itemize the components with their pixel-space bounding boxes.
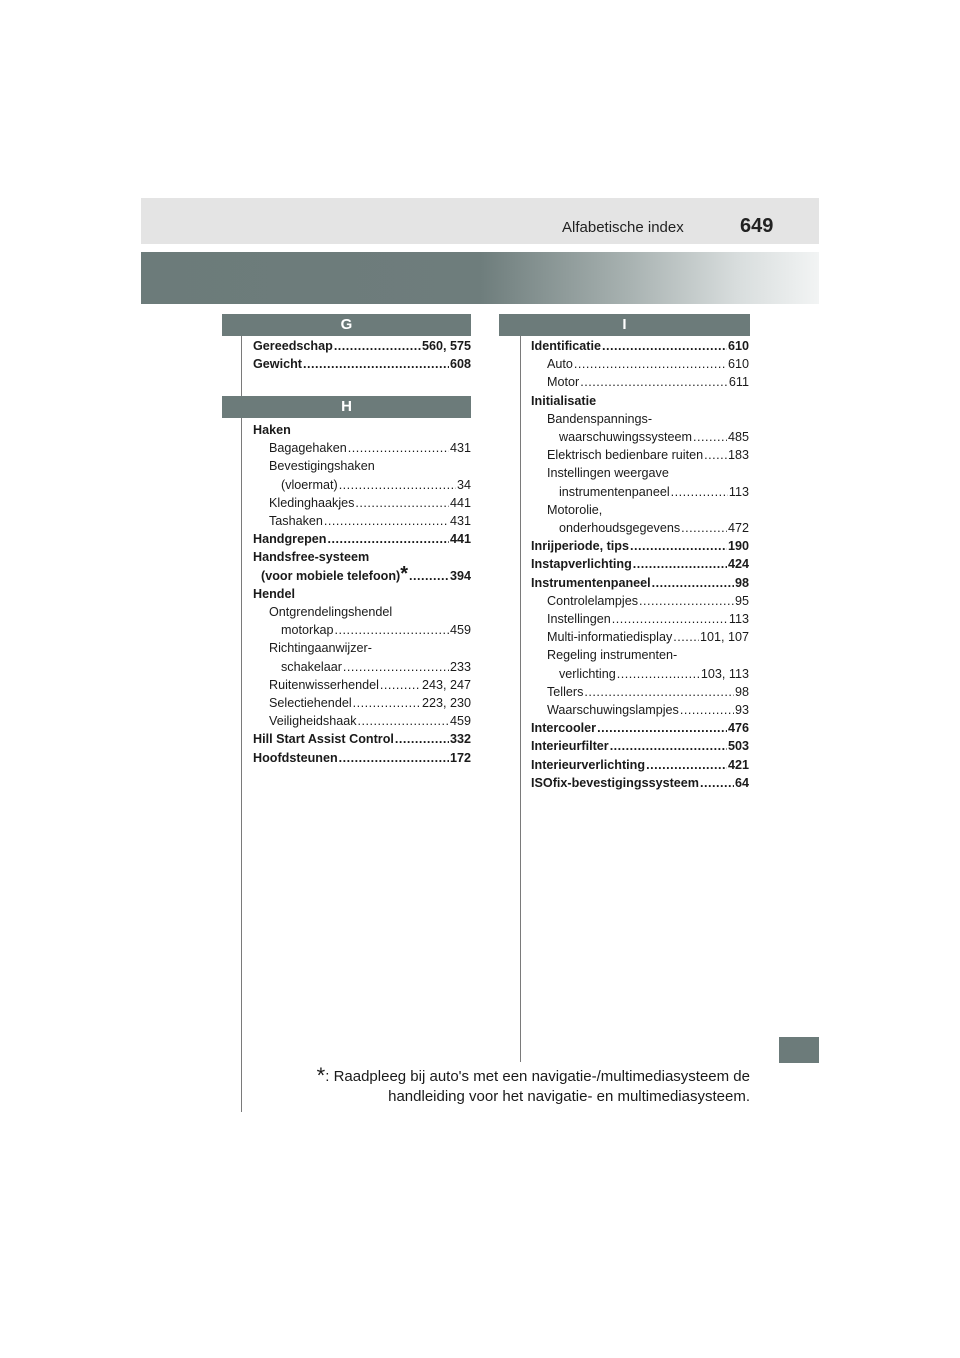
entry-label: schakelaar [281, 659, 342, 674]
letter-heading-h: H [222, 396, 471, 418]
entry-pages: 431 [449, 514, 471, 529]
entry-label: Selectiehendel [269, 696, 352, 711]
index-entry [531, 774, 749, 792]
entry-label: (vloermat) [281, 477, 338, 492]
dot-leader [681, 519, 727, 537]
entry-label: Regeling instrumenten- [547, 648, 678, 663]
entry-label: Interieurfilter [531, 739, 609, 754]
dot-leader [630, 537, 727, 555]
entry-label: Controlelampjes [547, 593, 638, 608]
dot-leader [633, 555, 727, 573]
entry-pages: 459 [449, 714, 471, 729]
dot-leader [700, 774, 734, 792]
index-entry [253, 337, 471, 355]
entry-pages: 103, 113 [700, 666, 749, 681]
index-entry [531, 555, 749, 573]
index-section-i [531, 337, 749, 792]
index-entry [253, 512, 471, 530]
entry-label: Veiligheidshaak [269, 714, 357, 729]
entry-label: Ontgrendelingshendel [269, 605, 393, 620]
index-entry [253, 585, 471, 603]
entry-label: Instapverlichting [531, 557, 632, 572]
entry-label: Motorolie, [547, 502, 603, 517]
entry-label: Elektrisch bedienbare ruiten [547, 448, 704, 463]
index-entry [531, 683, 749, 701]
entry-label: Handsfree-systeem [253, 550, 370, 565]
entry-label: (voor mobiele telefoon) [261, 568, 401, 583]
index-entry [253, 457, 471, 475]
entry-label: Hendel [253, 586, 295, 601]
margin-rule [241, 330, 242, 1112]
entry-label: verlichting [559, 666, 616, 681]
entry-pages: 190 [727, 539, 749, 554]
dot-leader [693, 428, 727, 446]
entry-label: Handgrepen [253, 532, 327, 547]
entry-label: Intercooler [531, 721, 597, 736]
entry-pages: 64 [734, 775, 749, 790]
entry-label: Kledinghaakjes [269, 495, 355, 510]
entry-label: Bevestigingshaken [269, 459, 375, 474]
letter-heading-i: I [499, 314, 750, 336]
index-entry [531, 501, 749, 519]
dot-leader [334, 337, 421, 355]
entry-pages: 172 [449, 750, 471, 765]
entry-pages: 93 [734, 703, 749, 718]
dot-leader [409, 567, 449, 585]
index-entry [253, 421, 471, 439]
index-entry [253, 562, 471, 585]
footnote [300, 1063, 750, 1107]
dot-leader [327, 530, 449, 548]
index-entry [531, 701, 749, 719]
entry-label: Richtingaanwijzer- [269, 641, 372, 656]
dot-leader [639, 592, 734, 610]
entry-label: Bagagehaken [269, 441, 347, 456]
index-entry [531, 628, 749, 646]
dot-leader [612, 610, 728, 628]
index-entry [531, 665, 749, 683]
entry-label: Initialisatie [531, 393, 597, 408]
entry-pages: 34 [456, 477, 471, 492]
index-entry [531, 537, 749, 555]
entry-pages: 113 [728, 484, 749, 499]
index-entry [253, 749, 471, 767]
entry-label: Waarschuwingslampjes [547, 703, 679, 718]
dot-leader [355, 494, 449, 512]
entry-pages: 610 [727, 357, 749, 372]
dot-leader [680, 701, 734, 719]
entry-label: Gewicht [253, 357, 302, 372]
header-bar [141, 198, 819, 244]
dot-leader [343, 658, 449, 676]
index-entry [253, 621, 471, 639]
entry-pages: 560, 575 [421, 339, 471, 353]
entry-label: Hill Start Assist Control [253, 732, 394, 747]
index-entry [531, 756, 749, 774]
entry-pages: 431 [449, 441, 471, 456]
footnote-line-1 [300, 1063, 750, 1088]
page-title: Alfabetische index [562, 219, 684, 236]
entry-label: Tellers [547, 684, 584, 699]
dot-leader [574, 355, 727, 373]
dot-leader [652, 574, 734, 592]
entry-label: Auto [547, 357, 573, 372]
dot-leader [610, 737, 727, 755]
header-gradient-band [141, 252, 819, 304]
dot-leader [353, 694, 421, 712]
dot-leader [324, 512, 449, 530]
entry-label: Interieurverlichting [531, 757, 646, 772]
entry-pages: 332 [449, 732, 471, 747]
entry-pages: 476 [727, 721, 749, 736]
dot-leader [395, 730, 449, 748]
entry-label: Motor [547, 375, 580, 390]
entry-label: Ruitenwisserhendel [269, 677, 379, 692]
dot-leader [580, 373, 728, 391]
index-entry [253, 730, 471, 748]
dot-leader [673, 628, 699, 646]
entry-label: Tashaken [269, 514, 323, 529]
entry-label: Hoofdsteunen [253, 750, 338, 765]
entry-pages: 459 [449, 623, 471, 638]
entry-label: Inrijperiode, tips [531, 539, 629, 554]
entry-pages: 98 [734, 575, 749, 590]
column-divider [520, 330, 521, 1062]
entry-pages: 485 [727, 430, 749, 445]
index-entry [531, 464, 749, 482]
index-entry [531, 610, 749, 628]
index-entry [531, 483, 749, 501]
entry-label: motorkap [281, 623, 334, 638]
index-entry [253, 676, 471, 694]
index-entry [531, 719, 749, 737]
entry-label: ISOfix-bevestigingssysteem [531, 775, 699, 790]
entry-pages: 95 [734, 593, 749, 608]
entry-label: Multi-informatiedisplay [547, 630, 673, 645]
index-entry [531, 337, 749, 355]
entry-pages: 611 [728, 375, 749, 390]
entry-pages: 101, 107 [699, 630, 749, 645]
entry-label: Instrumentenpaneel [531, 575, 651, 590]
index-entry [253, 694, 471, 712]
index-entry [531, 446, 749, 464]
entry-label: Bandenspannings- [547, 411, 653, 426]
entry-pages: 394 [449, 568, 471, 583]
index-entry [531, 392, 749, 410]
dot-leader [617, 665, 700, 683]
index-entry [531, 373, 749, 391]
letter-heading-g: G [222, 314, 471, 336]
chapter-side-tab [779, 1037, 819, 1063]
dot-leader [584, 683, 734, 701]
entry-pages: 441 [449, 495, 471, 510]
entry-pages: 610 [727, 339, 749, 353]
dot-leader [704, 446, 727, 464]
entry-label: Identificatie [531, 339, 601, 353]
index-entry [253, 658, 471, 676]
index-entry [253, 355, 471, 373]
page-number: 649 [740, 215, 774, 237]
index-entry [253, 548, 471, 566]
index-entry [531, 428, 749, 446]
entry-pages: 113 [728, 612, 749, 627]
entry-pages: 503 [727, 739, 749, 754]
index-entry [253, 603, 471, 621]
dot-leader [335, 621, 449, 639]
index-entry [531, 519, 749, 537]
entry-label: Instellingen [547, 612, 611, 627]
dot-leader [671, 483, 728, 501]
entry-pages: 243, 247 [421, 677, 471, 692]
index-entry [531, 646, 749, 664]
entry-label: waarschuwingssysteem [559, 430, 692, 445]
index-entry [253, 439, 471, 457]
entry-pages: 223, 230 [421, 696, 471, 711]
entry-pages: 424 [727, 557, 749, 572]
index-entry [253, 476, 471, 494]
footnote-marker: * [400, 562, 409, 585]
footnote-line-2: handleiding voor het navigatie- en multimediasysteem. [388, 1088, 750, 1105]
entry-pages: 233 [449, 659, 471, 674]
entry-pages: 183 [727, 448, 749, 463]
index-entry [531, 355, 749, 373]
entry-pages: 421 [727, 757, 749, 772]
index-entry [531, 737, 749, 755]
dot-leader [602, 337, 727, 355]
dot-leader [303, 355, 449, 373]
index-entry [253, 530, 471, 548]
footnote-text-1: : Raadpleeg bij auto's met een navigatie-/multimediasysteem de [325, 1068, 750, 1085]
entry-pages: 98 [734, 684, 749, 699]
entry-label: onderhoudsgegevens [559, 521, 681, 536]
dot-leader [339, 749, 449, 767]
entry-pages: 608 [449, 357, 471, 372]
entry-label: Gereedschap [253, 339, 333, 353]
dot-leader [339, 476, 456, 494]
dot-leader [380, 676, 421, 694]
index-section-h [253, 421, 471, 767]
index-entry [531, 592, 749, 610]
dot-leader [646, 756, 727, 774]
index-section-g [253, 337, 471, 373]
entry-pages: 472 [727, 521, 749, 536]
dot-leader [358, 712, 449, 730]
dot-leader [348, 439, 449, 457]
index-entry [531, 574, 749, 592]
entry-pages: 441 [449, 532, 471, 547]
entry-label: Haken [253, 423, 291, 437]
entry-label: Instellingen weergave [547, 466, 669, 481]
index-entry [531, 410, 749, 428]
footnote-star: * [316, 1063, 326, 1088]
index-entry [253, 494, 471, 512]
index-entry [253, 712, 471, 730]
index-entry [253, 639, 471, 657]
entry-label: instrumentenpaneel [559, 484, 670, 499]
dot-leader [597, 719, 727, 737]
